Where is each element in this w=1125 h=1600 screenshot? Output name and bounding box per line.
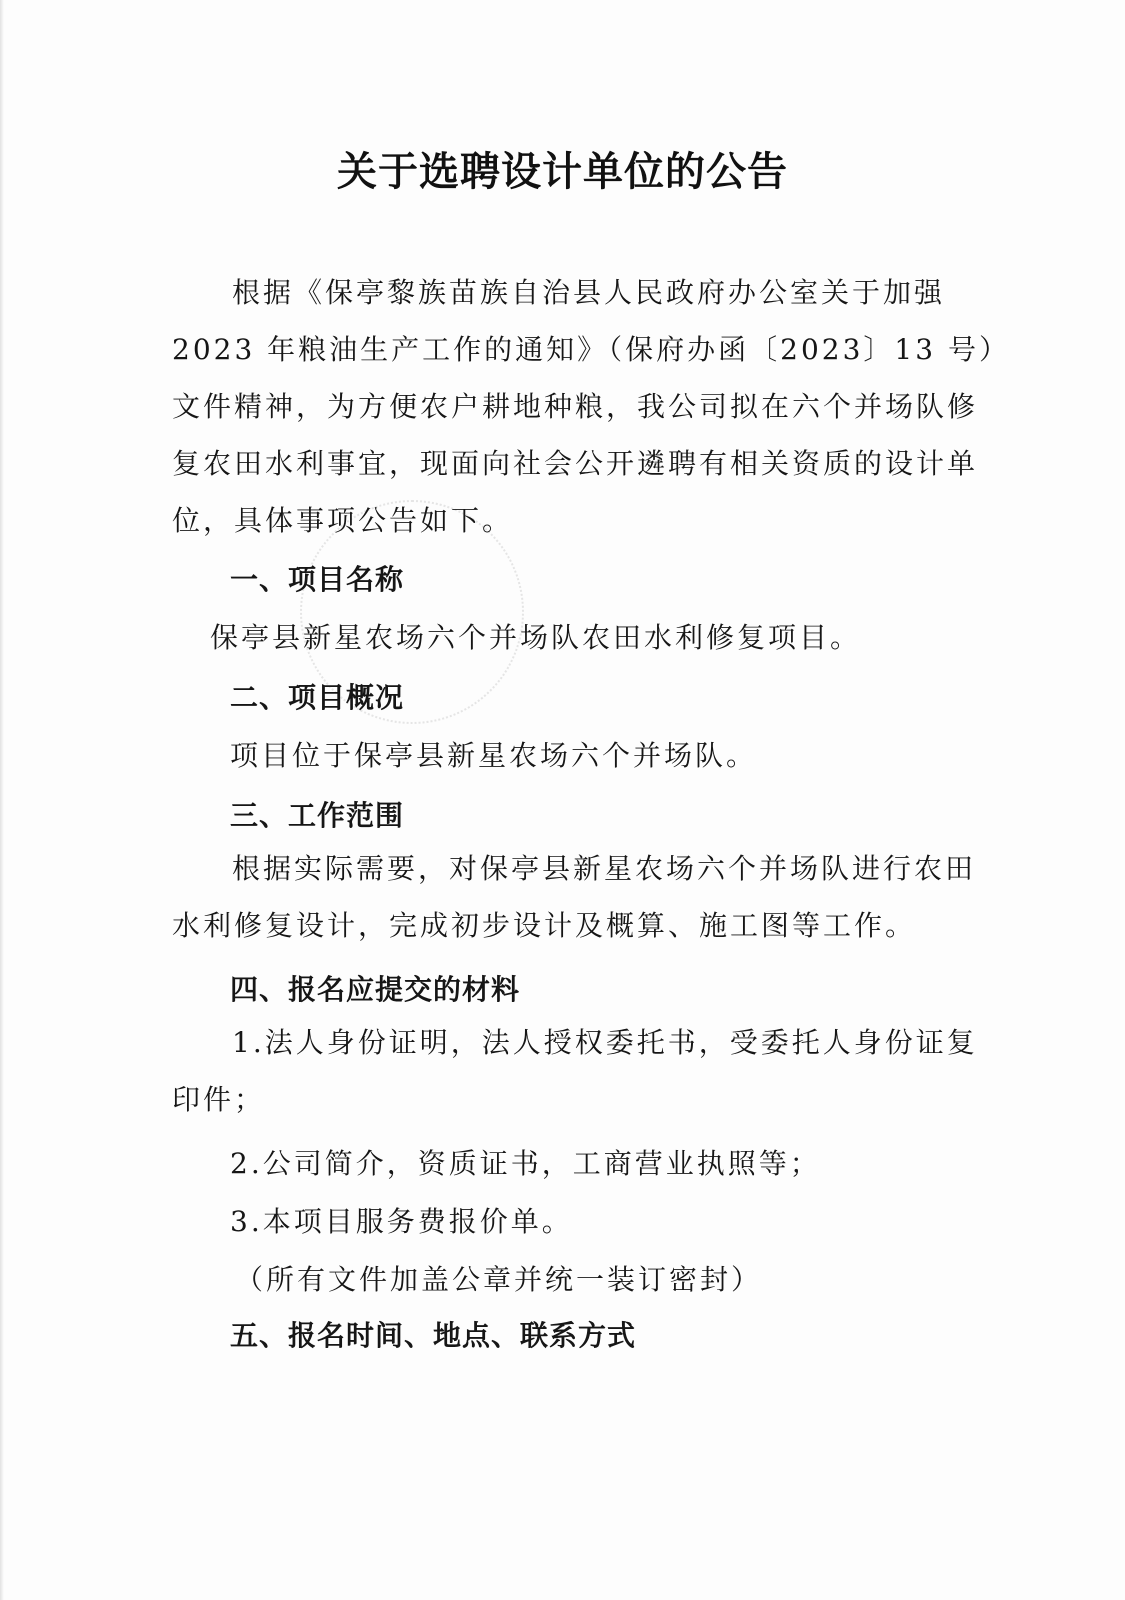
scan-edge-shadow (0, 0, 4, 1600)
intro-line: 文件精神，为方便农户耕地种粮，我公司拟在六个并场队修 (172, 390, 979, 423)
materials-line: 印件； (172, 1083, 266, 1116)
scope-paragraph (172, 840, 977, 954)
section-heading-scope: 三、工作范围 (230, 799, 405, 832)
scope-line: 水利修复设计，完成初步设计及概算、施工图等工作。 (172, 909, 917, 942)
materials-item-1 (172, 1014, 978, 1128)
scope-line: 根据实际需要，对保亭县新星农场六个并场队进行农田 (232, 852, 977, 885)
section-heading-project-name: 一、项目名称 (230, 563, 405, 596)
intro-line: 复农田水利事宜，现面向社会公开遴聘有相关资质的设计单 (172, 447, 979, 480)
materials-item-2: 2.公司简介，资质证书，工商营业执照等； (230, 1147, 821, 1180)
section-heading-registration: 五、报名时间、地点、联系方式 (230, 1319, 637, 1352)
section-heading-overview: 二、项目概况 (230, 681, 405, 714)
overview-text: 项目位于保亭县新星农场六个并场队。 (230, 739, 758, 772)
page-title: 关于选聘设计单位的公告 (337, 149, 788, 195)
project-name-text: 保亭县新星农场六个并场队农田水利修复项目。 (210, 621, 862, 654)
materials-note: （所有文件加盖公章并统一装订密封） (235, 1263, 763, 1296)
section-heading-materials: 四、报名应提交的材料 (230, 973, 521, 1006)
intro-line: 2023 年粮油生产工作的通知》（保府办函〔2023〕13 号） (172, 333, 1010, 366)
intro-line: 位，具体事项公告如下。 (172, 504, 514, 537)
intro-paragraph (172, 264, 1010, 549)
intro-line: 根据《保亭黎族苗族自治县人民政府办公室关于加强 (232, 276, 946, 309)
materials-item-3: 3.本项目服务费报价单。 (230, 1205, 573, 1238)
materials-line: 1.法人身份证明，法人授权委托书，受委托人身份证复 (232, 1026, 978, 1059)
